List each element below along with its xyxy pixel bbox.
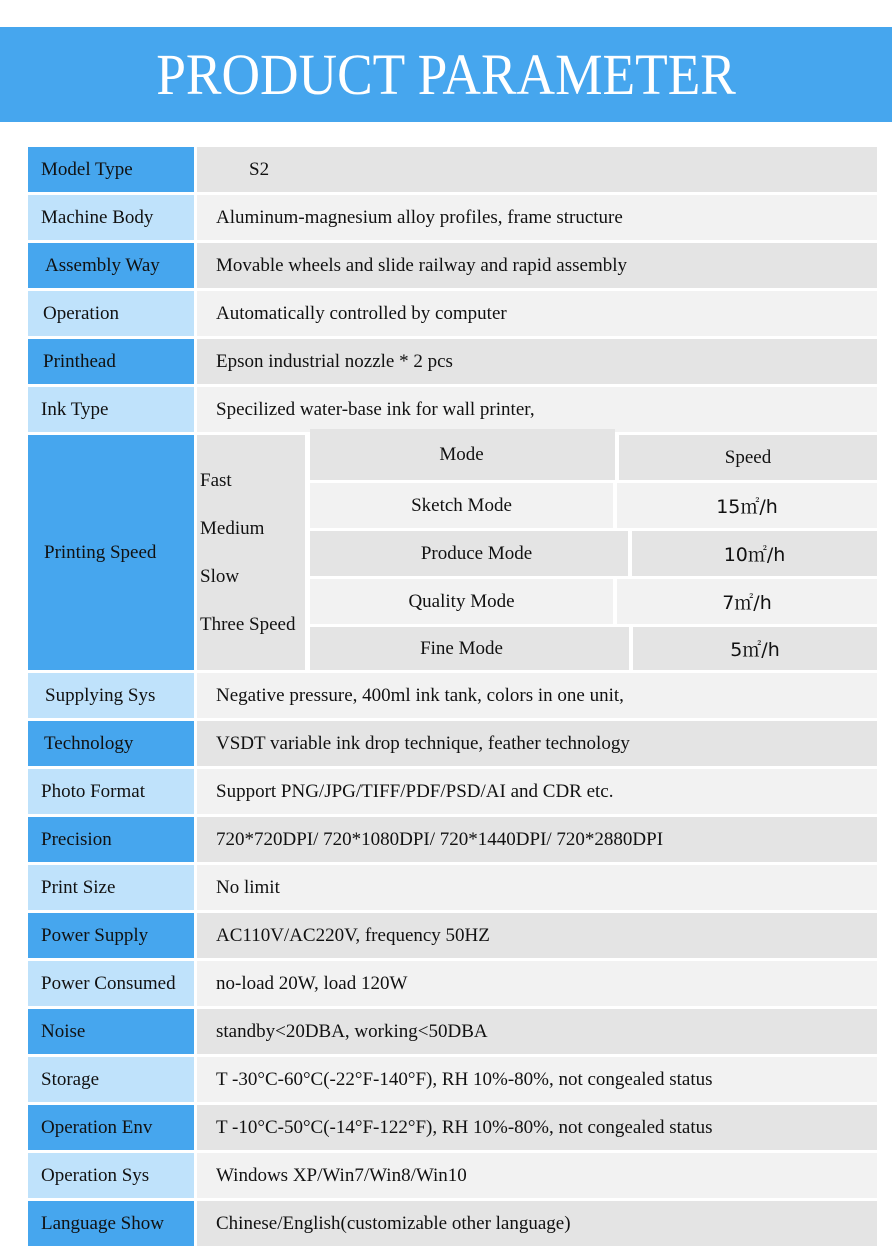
- row-value: VSDT variable ink drop technique, feather technology: [197, 721, 877, 766]
- row-value: standby<20DBA, working<50DBA: [197, 1009, 877, 1054]
- row-label: Supplying Sys: [28, 673, 194, 718]
- table-row-printhead: [28, 339, 877, 384]
- table-row-operation-sys: [28, 1153, 877, 1198]
- row-label: Printhead: [28, 339, 194, 384]
- table-row-storage: [28, 1057, 877, 1102]
- row-value: Chinese/English(customizable other language): [197, 1201, 877, 1246]
- speed-mode-table: [310, 435, 877, 670]
- page-title: PRODUCT PARAMETER: [156, 42, 736, 107]
- speed-table-row: [310, 531, 877, 576]
- row-label: Technology: [28, 721, 194, 766]
- table-row-assembly-way: [28, 243, 877, 288]
- row-label: Operation Sys: [28, 1153, 194, 1198]
- row-label: Power Supply: [28, 913, 194, 958]
- speed-table-row: [310, 483, 877, 528]
- table-row-machine-body: [28, 195, 877, 240]
- table-row-supplying-sys: [28, 673, 877, 718]
- table-row-photo-format: [28, 769, 877, 814]
- row-value: Automatically controlled by computer: [197, 291, 877, 336]
- row-value: 720*720DPI/ 720*1080DPI/ 720*1440DPI/ 720*2880DPI: [197, 817, 877, 862]
- table-row-noise: [28, 1009, 877, 1054]
- row-label: Operation Env: [28, 1105, 194, 1150]
- parameter-table: [28, 147, 877, 1249]
- row-label: Language Show: [28, 1201, 194, 1246]
- mode-name: Produce Mode: [310, 531, 628, 576]
- mode-name: Quality Mode: [310, 579, 613, 624]
- row-value: Support PNG/JPG/TIFF/PDF/PSD/AI and CDR etc.: [197, 769, 877, 814]
- row-value: Aluminum-magnesium alloy profiles, frame structure: [197, 195, 877, 240]
- speed-level: Medium: [200, 517, 265, 539]
- row-value: No limit: [197, 865, 877, 910]
- speed-level: Three Speed: [200, 613, 296, 635]
- row-label: Machine Body: [28, 195, 194, 240]
- row-label: Noise: [28, 1009, 194, 1054]
- row-value: Epson industrial nozzle * 2 pcs: [197, 339, 877, 384]
- mode-speed: 7㎡/h: [617, 579, 877, 624]
- mode-column-header: Mode: [310, 429, 615, 480]
- row-value: AC110V/AC220V, frequency 50HZ: [197, 913, 877, 958]
- speed-table-row: [310, 579, 877, 624]
- mode-name: Sketch Mode: [310, 483, 613, 528]
- printing-speed-label: Printing Speed: [28, 435, 194, 670]
- printing-speed-section: [28, 435, 877, 670]
- row-label: Model Type: [28, 147, 194, 192]
- row-label: Operation: [28, 291, 194, 336]
- header-banner: [0, 27, 892, 122]
- table-row-operation-env: [28, 1105, 877, 1150]
- mode-speed: 5㎡/h: [633, 627, 877, 670]
- table-row-technology: [28, 721, 877, 766]
- table-row-language-show: [28, 1201, 877, 1246]
- mode-name: Fine Mode: [310, 627, 629, 670]
- speed-level: Slow: [200, 565, 240, 587]
- speed-table-header: [310, 435, 877, 480]
- row-value: T -30°C-60°C(-22°F-140°F), RH 10%-80%, not congealed status: [197, 1057, 877, 1102]
- speed-column-header: Speed: [619, 435, 877, 480]
- row-value: Windows XP/Win7/Win8/Win10: [197, 1153, 877, 1198]
- row-label: Photo Format: [28, 769, 194, 814]
- table-row-power-supply: [28, 913, 877, 958]
- table-row-print-size: [28, 865, 877, 910]
- speed-levels: [197, 435, 305, 670]
- row-value: no-load 20W, load 120W: [197, 961, 877, 1006]
- row-label: Ink Type: [28, 387, 194, 432]
- table-row-ink-type: [28, 387, 877, 432]
- row-label: Storage: [28, 1057, 194, 1102]
- row-value: Specilized water-base ink for wall printer,: [197, 387, 877, 432]
- row-value: Negative pressure, 400ml ink tank, colors in one unit,: [197, 673, 877, 718]
- row-label: Print Size: [28, 865, 194, 910]
- row-value: Movable wheels and slide railway and rapid assembly: [197, 243, 877, 288]
- row-label: Assembly Way: [28, 243, 194, 288]
- row-value: T -10°C-50°C(-14°F-122°F), RH 10%-80%, not congealed status: [197, 1105, 877, 1150]
- row-value: S2: [197, 147, 877, 192]
- mode-speed: 10㎡/h: [632, 531, 877, 576]
- table-row-model-type: [28, 147, 877, 192]
- row-label: Power Consumed: [28, 961, 194, 1006]
- table-row-precision: [28, 817, 877, 862]
- table-row-operation: [28, 291, 877, 336]
- table-row-power-consumed: [28, 961, 877, 1006]
- speed-level: Fast: [200, 469, 232, 491]
- row-label: Precision: [28, 817, 194, 862]
- mode-speed: 15㎡/h: [617, 483, 877, 528]
- speed-table-row: [310, 627, 877, 670]
